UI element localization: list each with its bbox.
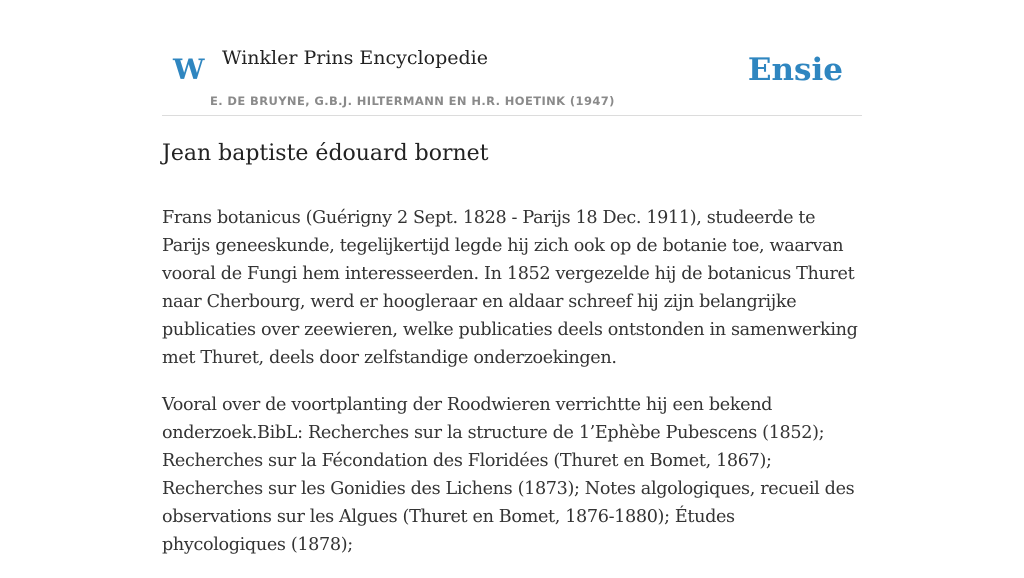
article-paragraph: Vooral over de voortplanting der Roodwieren verrichtte hij een bekend onderzoek.BibL: Recherches sur la structure de 1’Ephèbe Pubescens (1852); Recherches sur la Fécondation des Floridées (Thuret en Bomet, 1867); Recherches sur les Gonidies des Lichens (1873); Notes algologiques, recueil des observations sur les Algues (Thuret en Bomet, 1876-1880); Études phycologiques (1878); — [162, 395, 855, 555]
winkler-prins-logo[interactable]: W — [173, 53, 205, 86]
site-header — [162, 40, 862, 116]
ensie-logo[interactable]: Ensie — [747, 52, 843, 88]
article-paragraph: Frans botanicus (Guérigny 2 Sept. 1828 - Parijs 18 Dec. 1911), studeerde te Parijs geneeskunde, tegelijkertijd legde hij zich ook op de botanie toe, waarvan vooral de Fungi hem interesseerden. In 1852 vergezelde hij de botanicus Thuret naar Cherbourg, werd er hoogleraar en aldaar schreef hij zijn belangrijke publicaties over zeewieren, welke publicaties deels ontstonden in samenwerking met Thuret, deels door zelfstandige onderzoekingen. — [162, 208, 858, 368]
article — [162, 137, 862, 578]
publication-title[interactable]: Winkler Prins Encyclopedie — [222, 47, 488, 69]
article-title: Jean baptiste édouard bornet — [162, 141, 489, 166]
publication-authors: E. DE BRUYNE, G.B.J. HILTERMANN EN H.R. HOETINK (1947) — [210, 94, 615, 108]
